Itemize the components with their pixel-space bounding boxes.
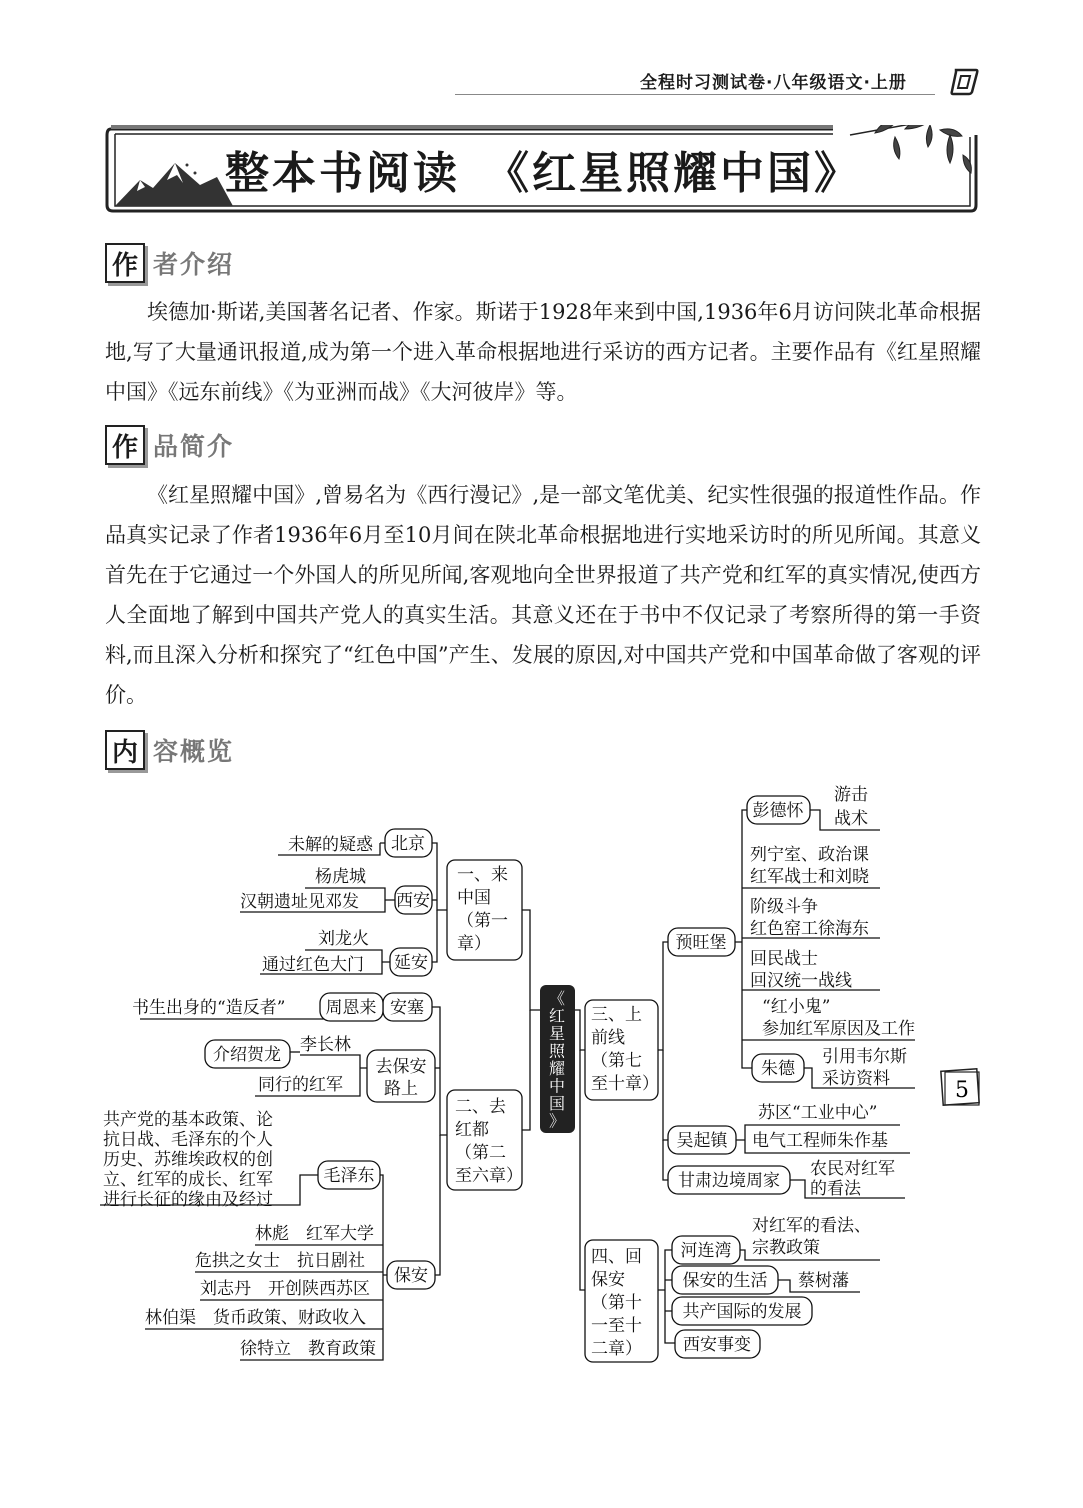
chapter-3-label: 前线 bbox=[591, 1028, 625, 1048]
leaf-pengdehuai: 战术 bbox=[834, 809, 868, 829]
page-number-box bbox=[940, 1068, 982, 1108]
node-zhouenlai: 周恩来 bbox=[325, 998, 377, 1018]
node-xian: 西安 bbox=[396, 891, 430, 911]
leaf-wuqizhen: 电气工程师朱作基 bbox=[752, 1131, 888, 1151]
chapter-2-label: 至六章） bbox=[455, 1166, 523, 1186]
content-mindmap bbox=[0, 780, 1083, 1359]
leaf-tongxing: 同行的红军 bbox=[258, 1075, 343, 1095]
center-node-char: 中 bbox=[548, 1076, 566, 1096]
leaf-gansu: 农民对红军 bbox=[810, 1159, 895, 1179]
chapter-1-label: 一、来 bbox=[457, 865, 508, 885]
bamboo-icon bbox=[850, 125, 971, 173]
chapter-1-label: 章） bbox=[457, 934, 491, 954]
center-node-label bbox=[549, 989, 566, 1131]
center-node-char: 照 bbox=[548, 1041, 566, 1061]
chapter-3-label: 至十章） bbox=[591, 1074, 659, 1094]
section-heading-first-char: 内 bbox=[105, 730, 145, 770]
leaf-yuwangbao: 回民战士 bbox=[750, 949, 818, 969]
leaf-mao: 抗日战、毛泽东的个人 bbox=[103, 1130, 273, 1150]
leaf-baoan-life: 蔡树藩 bbox=[798, 1271, 849, 1291]
section-heading-first-char: 作 bbox=[105, 425, 145, 465]
section-heading-rest: 容概览 bbox=[153, 737, 235, 766]
leaf-baoan: 徐特立 教育政策 bbox=[240, 1339, 376, 1359]
node-jieshao-helong: 介绍贺龙 bbox=[213, 1045, 281, 1065]
leaf-mao: 进行长征的缘由及经过 bbox=[103, 1190, 273, 1210]
leaf-yuwangbao: 阶级斗争 bbox=[750, 897, 818, 917]
leaf-lichanglin: 李长林 bbox=[300, 1035, 351, 1055]
author-intro-paragraph: 埃德加·斯诺,美国著名记者、作家。斯诺于1928年来到中国,1936年6月访问陕北革命根据地,写了大量通讯报道,成为第一个进入革命根据地进行采访的西方记者。主要作品有《红星照耀中国》《远东前线》《为亚洲而战》《大河彼岸》等。 bbox=[105, 300, 981, 404]
leaf-helianwan: 宗教政策 bbox=[752, 1238, 820, 1258]
leaf-beijing: 未解的疑惑 bbox=[288, 835, 373, 855]
leaf-mao: 立、红军的成长、红军 bbox=[103, 1170, 273, 1190]
chapter-3-label: 三、上 bbox=[591, 1005, 642, 1025]
chapter-4-label: 保安 bbox=[591, 1270, 625, 1290]
chapter-4-label: 一至十 bbox=[591, 1316, 642, 1336]
chapter-2-label: （第二 bbox=[455, 1143, 506, 1163]
leaf-yuwangbao: 列宁室、政治课 bbox=[750, 845, 869, 865]
section-heading-rest: 品简介 bbox=[153, 432, 235, 461]
chapter-4-label: 二章） bbox=[591, 1339, 642, 1359]
mountain-icon bbox=[115, 163, 233, 206]
series-title: 全程时习测试卷·八年级语文·上册 bbox=[640, 73, 907, 93]
chapter-4-label: （第十 bbox=[591, 1293, 642, 1313]
node-yuwangbao: 预旺堡 bbox=[675, 933, 727, 953]
node-xian-incident: 西安事变 bbox=[683, 1335, 751, 1355]
node-beijing: 北京 bbox=[391, 834, 425, 854]
section-heading-rest: 者介绍 bbox=[153, 250, 235, 279]
center-node-char: 耀 bbox=[548, 1059, 566, 1078]
chapter-3-label: （第七 bbox=[591, 1051, 642, 1071]
node-wuqizhen: 吴起镇 bbox=[676, 1131, 728, 1151]
chapter-2-label: 二、去 bbox=[455, 1097, 506, 1117]
leaf-baoan: 危拱之女士 抗日剧社 bbox=[195, 1251, 365, 1271]
node-qubaoan: 路上 bbox=[384, 1079, 418, 1099]
leaf-mao: 历史、苏维埃政权的创 bbox=[103, 1150, 273, 1170]
section-heading-author bbox=[105, 243, 234, 283]
center-node-char: 国 bbox=[548, 1094, 566, 1113]
center-node-char: 《 bbox=[548, 989, 566, 1008]
leaf-zhouenlai: 书生出身的“造反者” bbox=[132, 998, 286, 1018]
node-baoan: 保安 bbox=[394, 1266, 428, 1286]
node-gansu: 甘肃边境周家 bbox=[678, 1171, 780, 1191]
leaf-yuwangbao: 红军战士和刘晓 bbox=[750, 867, 869, 887]
leaf-zhude: 引用韦尔斯 bbox=[822, 1047, 907, 1067]
leaf-yuwangbao: “红小鬼” bbox=[762, 997, 831, 1017]
leaf-mao: 共产党的基本政策、论 bbox=[103, 1110, 273, 1130]
chapter-2-label: 红都 bbox=[455, 1120, 489, 1140]
page-number: 5 bbox=[955, 1078, 969, 1103]
leaf-yuwangbao: 回汉统一战线 bbox=[750, 971, 852, 991]
node-mao: 毛泽东 bbox=[323, 1166, 375, 1186]
center-node-char: 星 bbox=[548, 1024, 566, 1043]
leaf-yanan: 通过红色大门 bbox=[262, 955, 364, 975]
node-yanan: 延安 bbox=[394, 953, 428, 973]
leaf-yanan: 刘龙火 bbox=[318, 929, 369, 949]
section-heading-content bbox=[105, 730, 234, 770]
chapter-1-label: （第一 bbox=[457, 911, 508, 931]
leaf-xian: 汉朝遗址见邓发 bbox=[240, 892, 359, 912]
node-qubaoan: 去保安 bbox=[375, 1057, 427, 1077]
leaf-yuwangbao: 红色窑工徐海东 bbox=[750, 919, 869, 939]
leaf-wuqizhen: 苏区“工业中心” bbox=[758, 1103, 878, 1123]
header-rule bbox=[455, 94, 935, 95]
node-comintern: 共产国际的发展 bbox=[682, 1302, 802, 1322]
node-pengdehuai: 彭德怀 bbox=[752, 801, 804, 821]
leaf-baoan: 林伯渠 货币政策、财政收入 bbox=[145, 1308, 366, 1328]
section-heading-work bbox=[105, 425, 234, 465]
leaf-helianwan: 对红军的看法、 bbox=[752, 1216, 871, 1236]
leaf-gansu: 的看法 bbox=[810, 1179, 861, 1199]
leaf-zhude: 采访资料 bbox=[822, 1069, 890, 1089]
banner-title: 整本书阅读 《红星照耀中国》 bbox=[225, 148, 861, 199]
center-node-char: 红 bbox=[548, 1006, 566, 1026]
leaf-xian: 杨虎城 bbox=[315, 867, 366, 887]
center-node-char: 》 bbox=[548, 1111, 566, 1131]
node-helianwan: 河连湾 bbox=[680, 1241, 732, 1261]
work-intro-paragraph: 《红星照耀中国》,曾易名为《西行漫记》,是一部文笔优美、纪实性很强的报道性作品。作品真实记录了作者1936年6月至10月间在陕北革命根据地进行实地采访时的所见所闻。其意义首先在于它通过一个外国人的所见所闻,客观地向全世界报道了共产党和红军的真实情况,使西方人全面地了解到中国共产党人的真实生活。其意义还在于书中不仅记录了考察所得的第一手资料,而且深入分析和探究了“红色中国”产生、发展的原因,对中国共产党和中国革命做了客观的评价。 bbox=[105, 483, 981, 707]
node-ansai: 安塞 bbox=[390, 998, 424, 1018]
node-zhude: 朱德 bbox=[761, 1059, 795, 1079]
section-heading-first-char: 作 bbox=[105, 243, 145, 283]
chapter-1-label: 中国 bbox=[457, 888, 491, 908]
publisher-logo-icon bbox=[950, 66, 980, 96]
leaf-pengdehuai: 游击 bbox=[834, 785, 868, 805]
leaf-baoan: 林彪 红军大学 bbox=[255, 1224, 374, 1244]
node-baoan-life: 保安的生活 bbox=[682, 1271, 768, 1291]
chapter-4-label: 四、回 bbox=[591, 1247, 642, 1267]
leaf-baoan: 刘志丹 开创陕西苏区 bbox=[200, 1279, 370, 1299]
leaf-yuwangbao: 参加红军原因及工作 bbox=[762, 1019, 915, 1039]
